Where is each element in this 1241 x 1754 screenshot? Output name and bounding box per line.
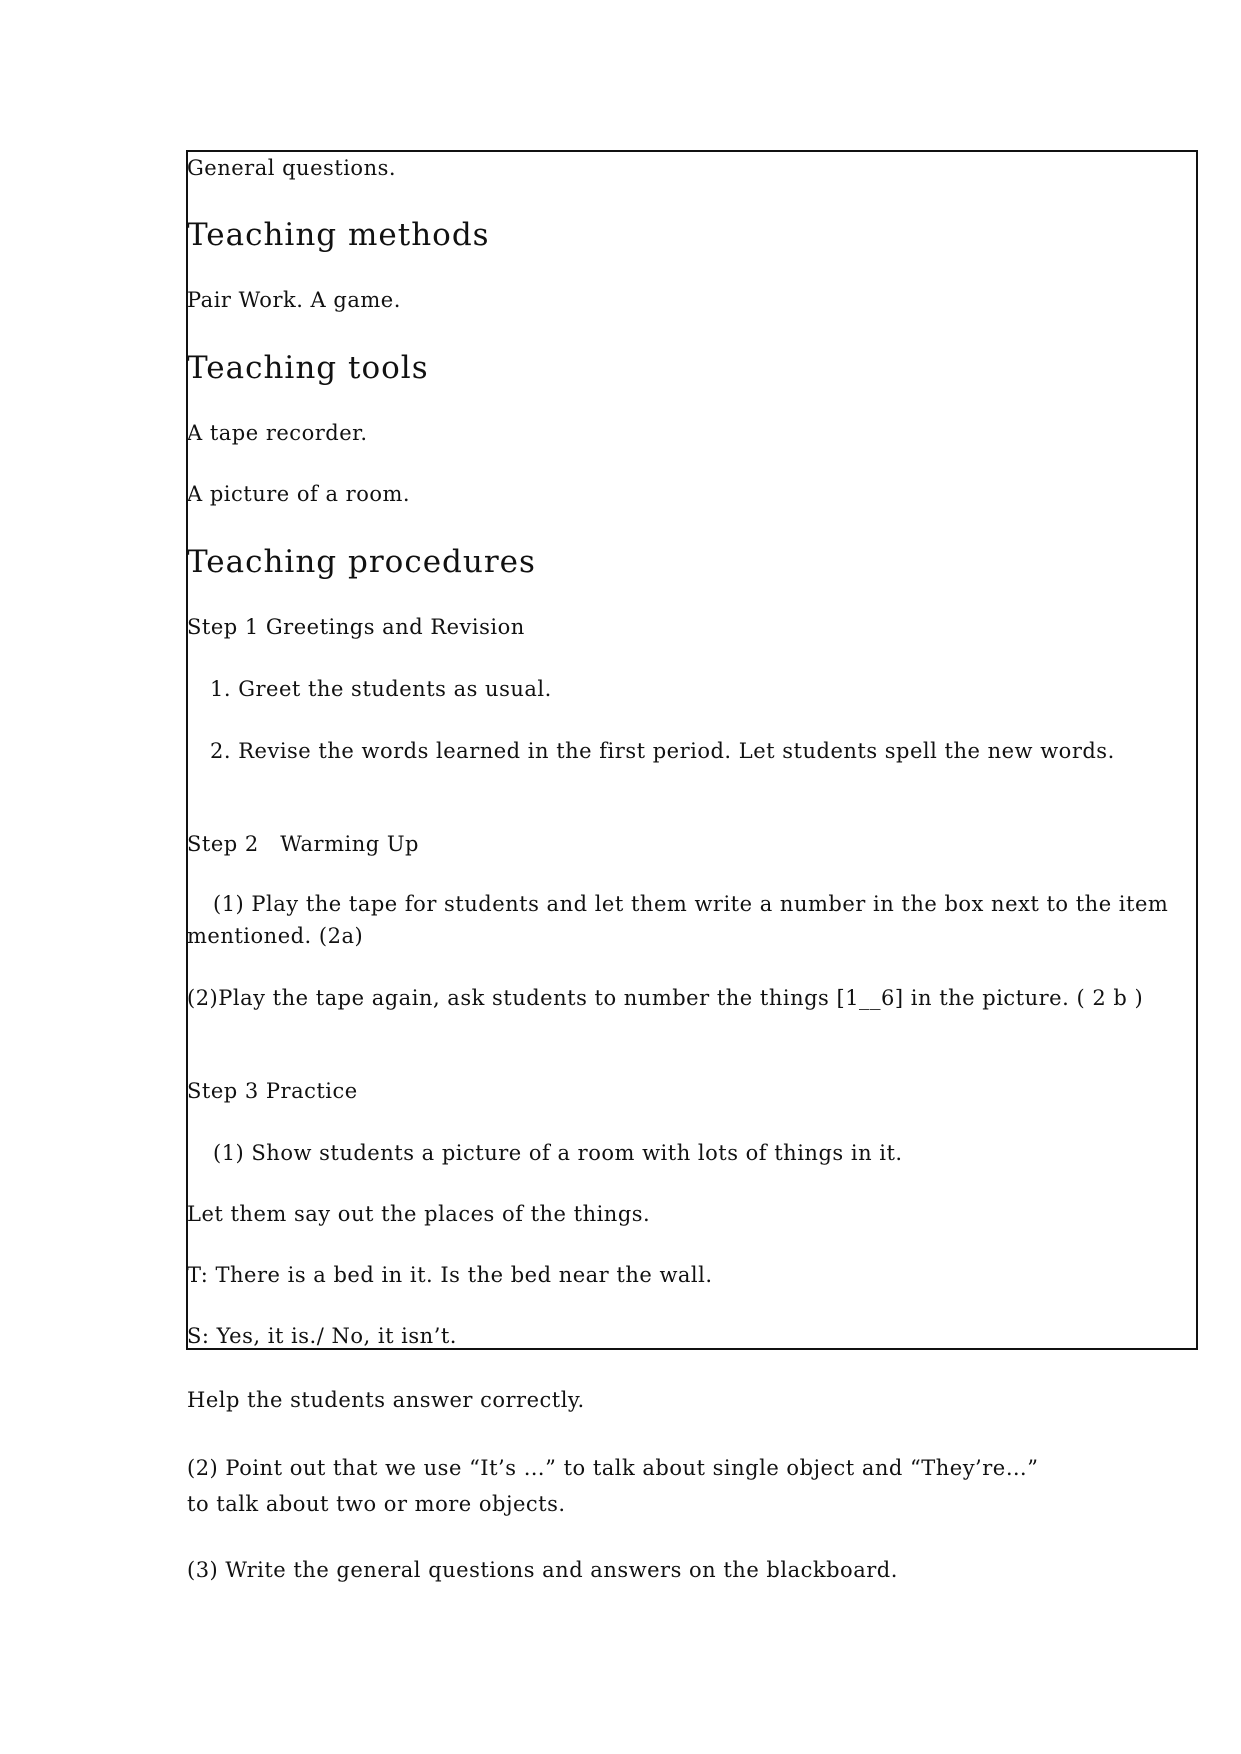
teaching-tools-item-1: A tape recorder. [187,421,368,445]
step-3-item-1: (1) Show students a picture of a room with lots of things in it. [213,1141,903,1165]
step-2-item-1: (1) Play the tape for students and let them write a number in the box next to the item mentioned. (2a) [187,892,1169,948]
step-3-dialog-teacher: T: There is a bed in it. Is the bed near the wall. [187,1263,713,1287]
teaching-methods-text: Pair Work. A game. [187,288,401,312]
point-out-line: (2) Point out that we use “It’s …” to talk about single object and “They’re…” to talk about two or more objects. [187,1456,1039,1516]
step-1-item-1: 1. Greet the students as usual. [210,677,552,701]
step-1-title: Step 1 Greetings and Revision [187,615,525,639]
teaching-procedures-heading: Teaching procedures [187,544,536,580]
step-3-line-2: Let them say out the places of the things. [187,1202,651,1226]
general-questions-text: General questions. [187,156,397,180]
step-1-item-2: 2. Revise the words learned in the first period. Let students spell the new words. [210,739,1115,763]
step-2-title: Step 2 Warming Up [187,832,419,856]
step-3-title: Step 3 Practice [187,1079,358,1103]
teaching-tools-heading: Teaching tools [187,350,429,386]
teaching-methods-heading: Teaching methods [187,217,490,253]
help-students-line: Help the students answer correctly. [187,1388,585,1412]
step-3-dialog-student: S: Yes, it is./ No, it isn’t. [187,1324,457,1348]
teaching-tools-item-2: A picture of a room. [187,482,411,506]
step-2-item-2: (2)Play the tape again, ask students to number the things [1__6] in the picture. ( 2 b ) [187,986,1144,1010]
write-questions-line: (3) Write the general questions and answers on the blackboard. [187,1558,898,1582]
